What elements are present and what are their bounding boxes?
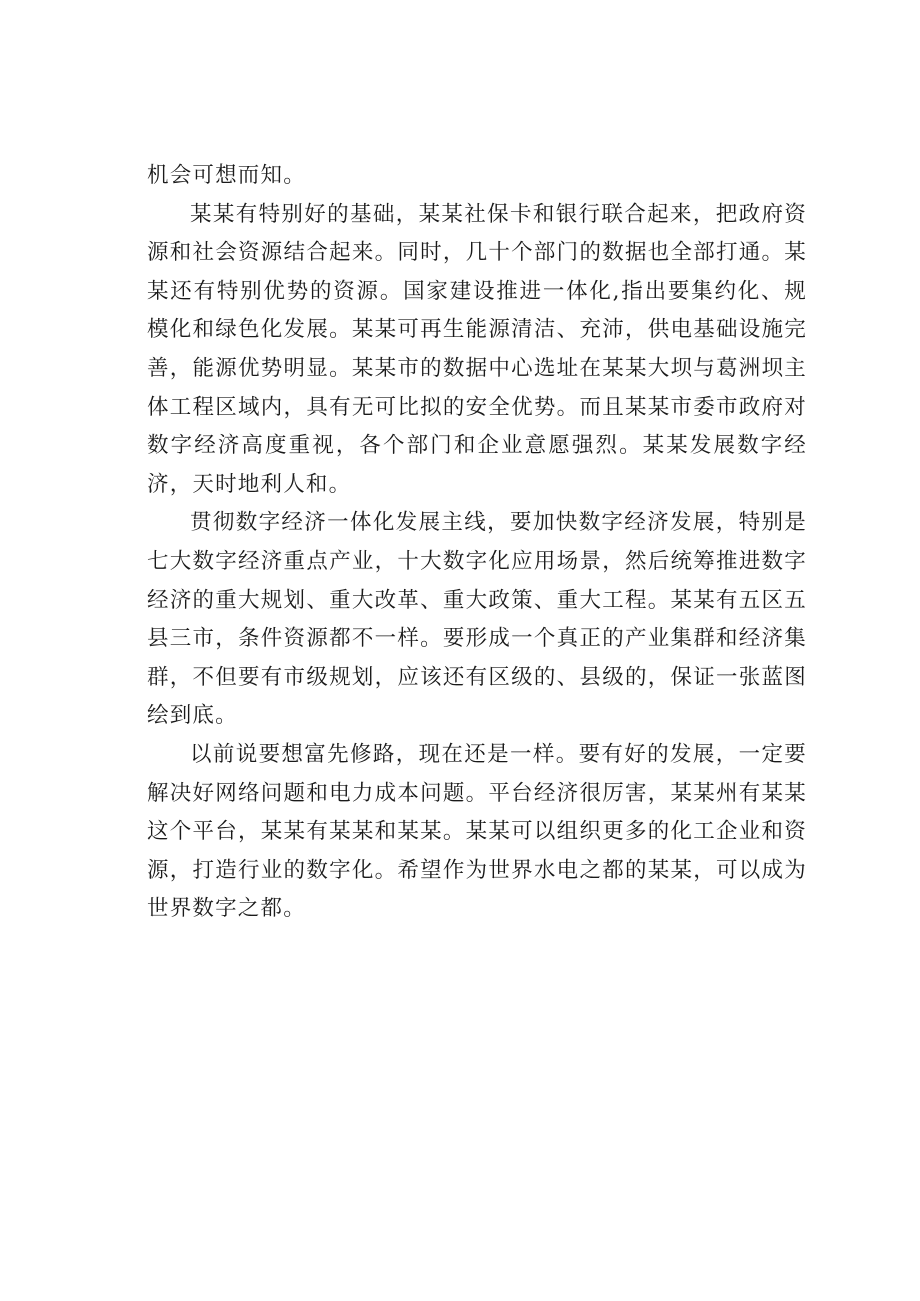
paragraph-development-mainline: 贯彻数字经济一体化发展主线，要加快数字经济发展，特别是七大数字经济重点产业，十大数字化应用场景，然后统筹推进数字经济的重大规划、重大改革、重大政策、重大工程。某某有五区五县三市，条件资源都不一样。要形成一个真正的产业集群和经济集群，不但要有市级规划，应该还有区级的、县级的，保证一张蓝图绘到底。 <box>147 510 807 729</box>
paragraph-infrastructure-vision: 以前说要想富先修路，现在还是一样。要有好的发展，一定要解决好网络问题和电力成本问题。平台经济很厉害，某某州有某某这个平台，某某有某某和某某。某某可以组织更多的化工企业和资源，打造行业的数字化。希望作为世界水电之都的某某，可以成为世界数字之都。 <box>147 741 807 922</box>
paragraph-foundation-advantages: 某某有特别好的基础，某某社保卡和银行联合起来，把政府资源和社会资源结合起来。同时，几十个部门的数据也全部打通。某某还有特别优势的资源。国家建设推进一体化,指出要集约化、规模化和绿色化发展。某某可再生能源清洁、充沛，供电基础设施完善，能源优势明显。某某市的数据中心选址在某某大坝与葛洲坝主体工程区域内，具有无可比拟的安全优势。而且某某市委市政府对数字经济高度重视，各个部门和企业意愿强烈。某某发展数字经济，天时地利人和。 <box>147 201 807 497</box>
paragraph-continuation: 机会可想而知。 <box>147 163 306 188</box>
document-body <box>147 157 807 929</box>
